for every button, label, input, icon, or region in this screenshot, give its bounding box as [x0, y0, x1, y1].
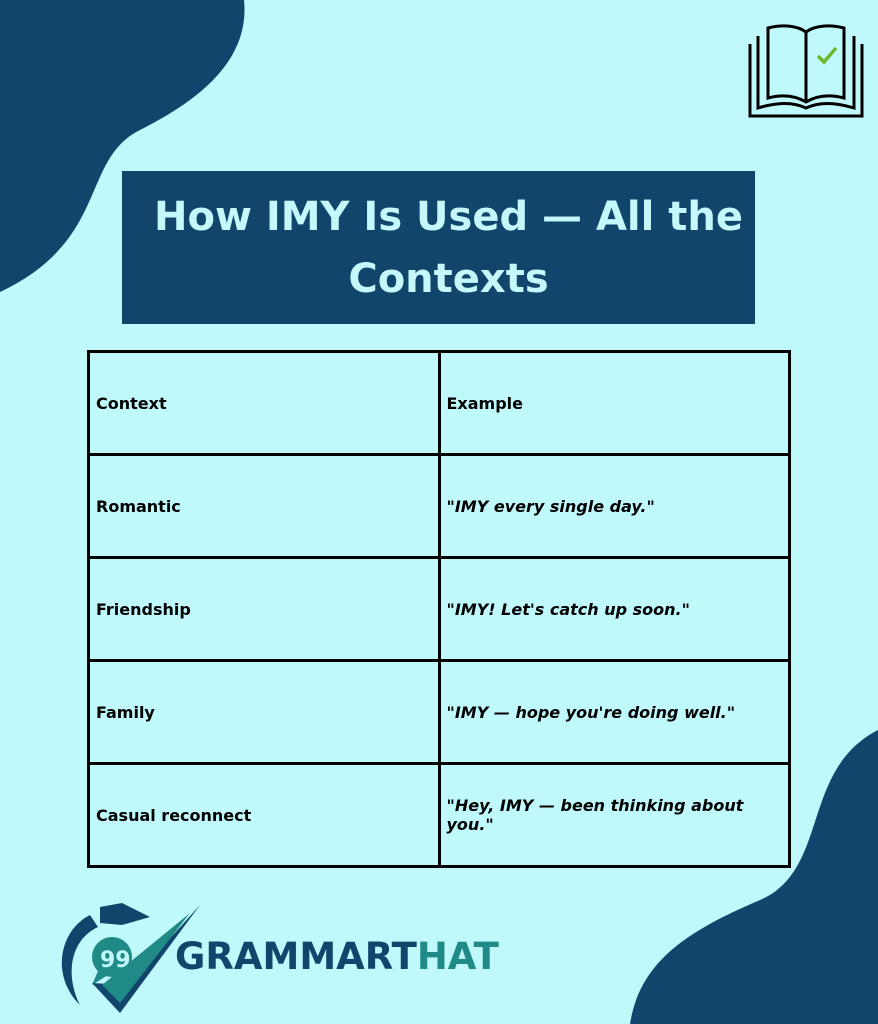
example-cell: "IMY — hope you're doing well." [439, 661, 790, 764]
table-row [89, 661, 790, 764]
page-title: How IMY Is Used — All the Contexts [154, 193, 743, 302]
table-row [89, 764, 790, 867]
svg-text:99: 99 [100, 948, 131, 973]
table-row [89, 455, 790, 558]
header-example: Example [439, 352, 790, 455]
contexts-table [87, 350, 791, 868]
example-cell: "Hey, IMY — been thinking about you." [439, 764, 790, 867]
example-cell: "IMY every single day." [439, 455, 790, 558]
header-context: Context [89, 352, 440, 455]
context-cell: Casual reconnect [89, 764, 440, 867]
grammarthat-logo [50, 895, 499, 1015]
context-cell: Family [89, 661, 440, 764]
book-check-icon [748, 22, 864, 118]
table-header-row [89, 352, 790, 455]
context-cell: Friendship [89, 558, 440, 661]
example-cell: "IMY! Let's catch up soon." [439, 558, 790, 661]
logo-wordmark: GRAMMARTHAT [175, 935, 499, 978]
table-row [89, 558, 790, 661]
context-cell: Romantic [89, 455, 440, 558]
title-banner [122, 171, 755, 324]
